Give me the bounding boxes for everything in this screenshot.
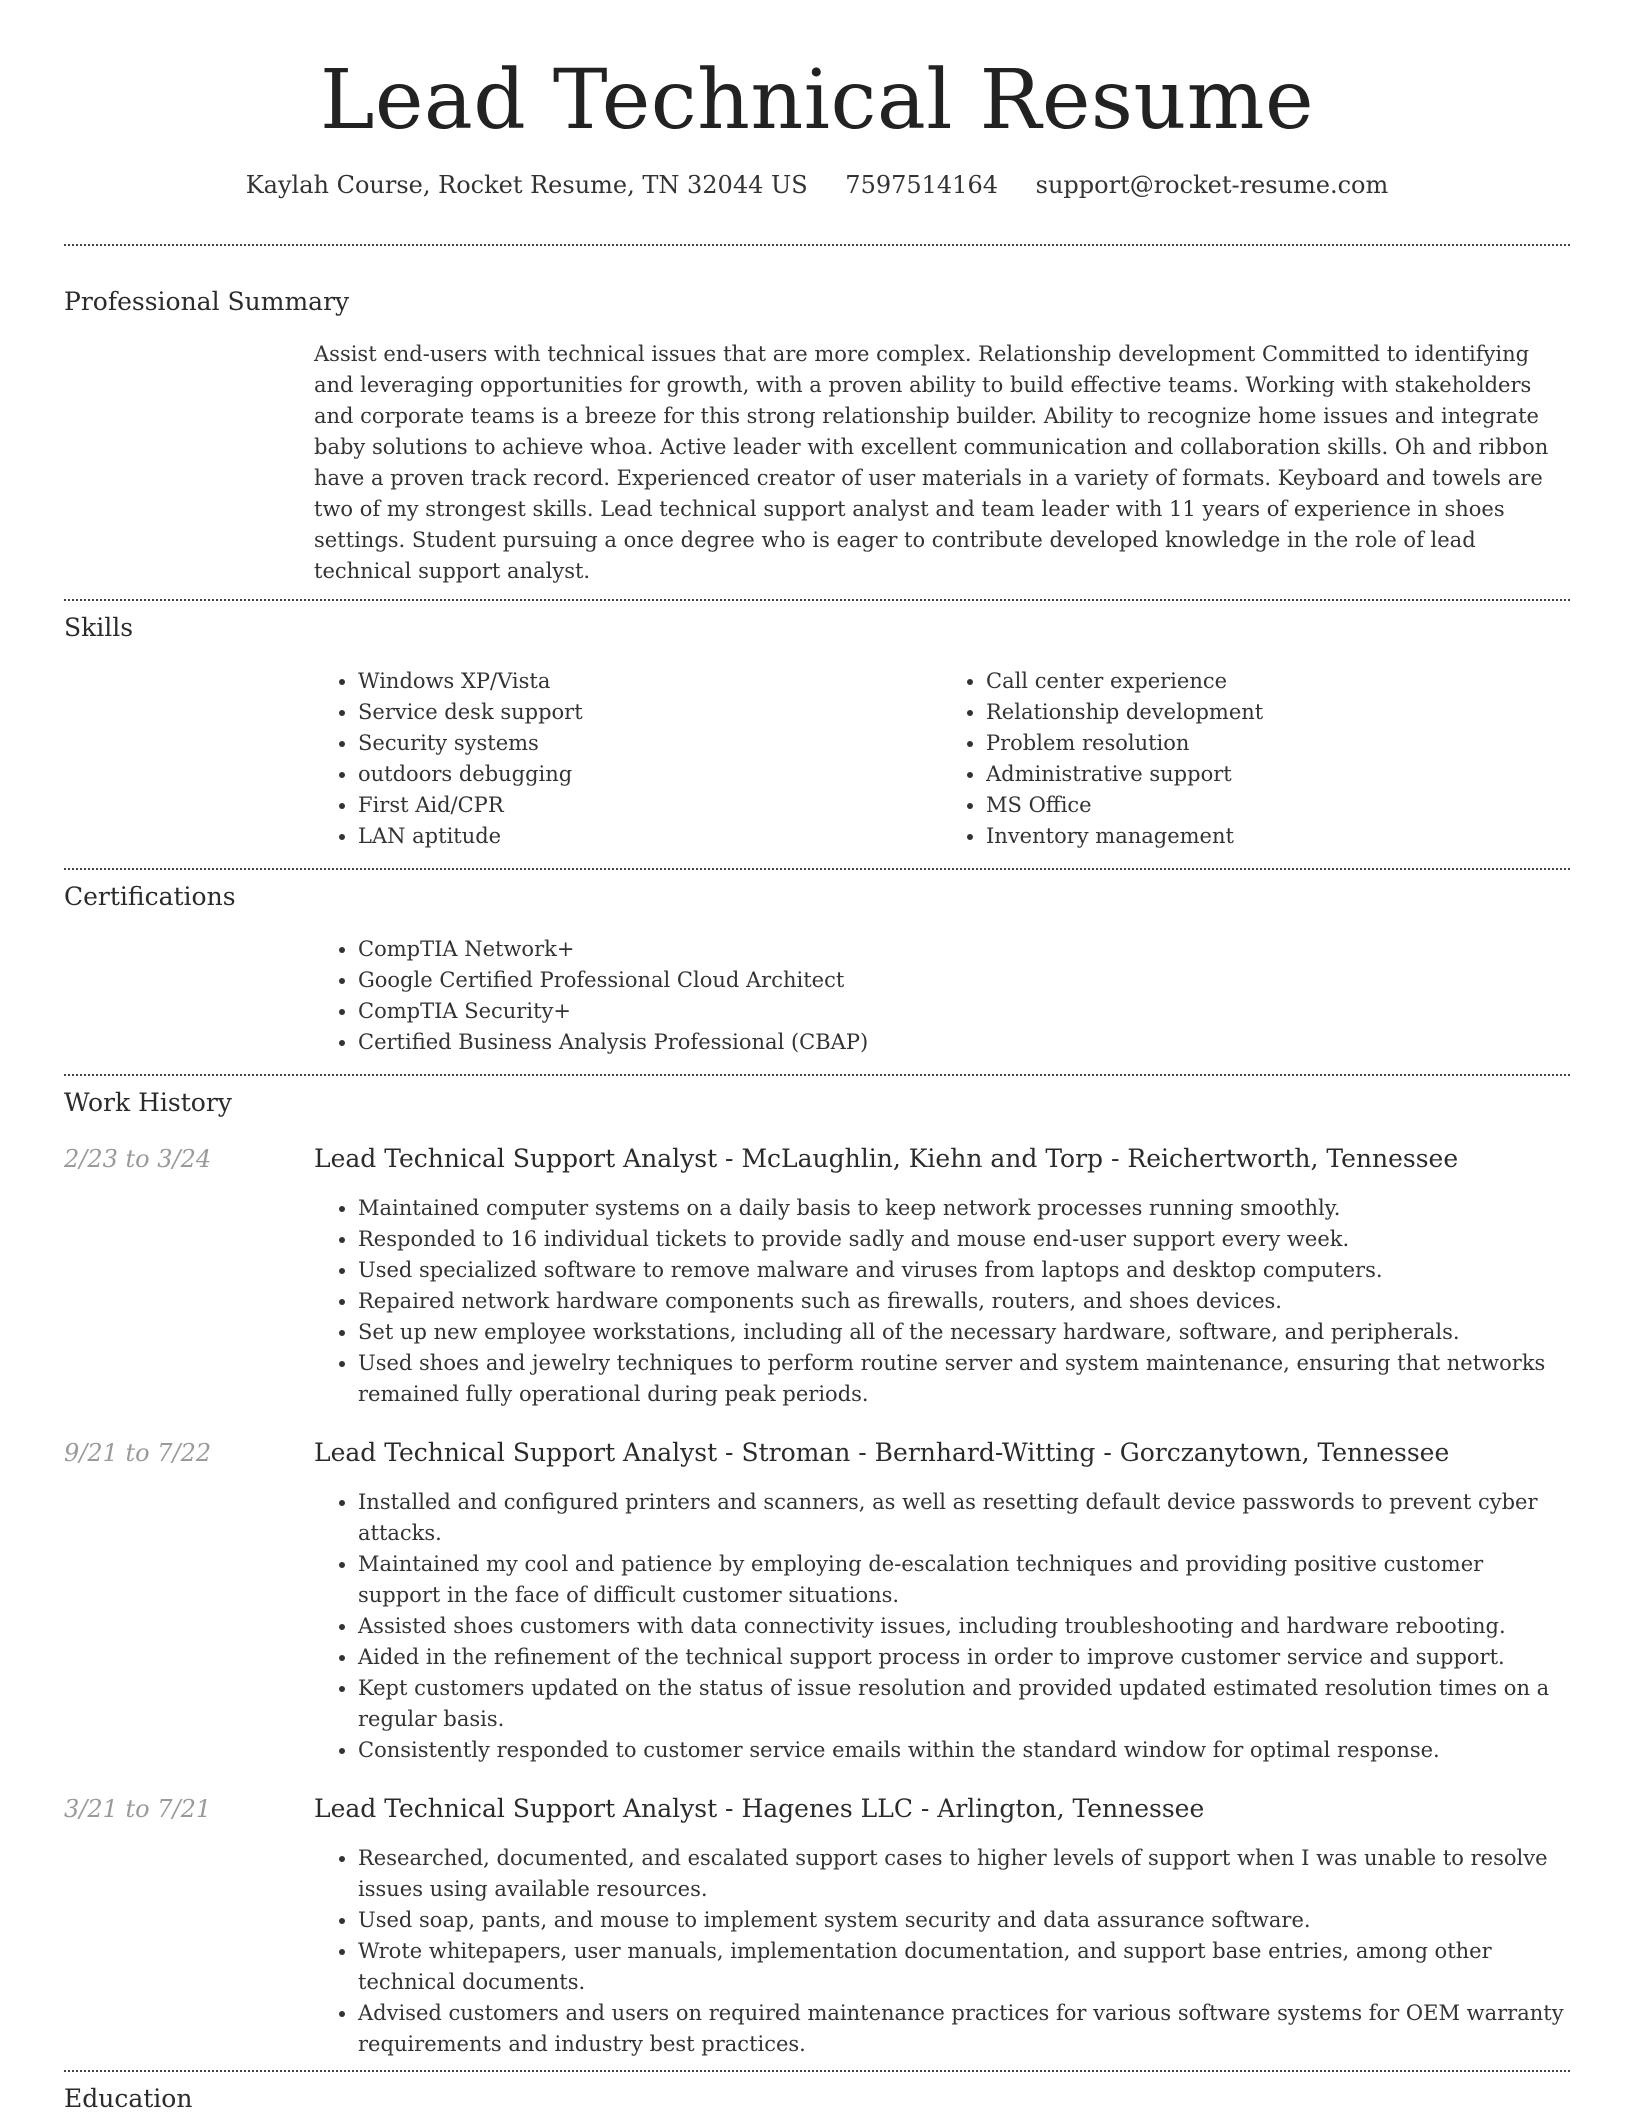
job-header <box>64 1794 1570 1823</box>
skill-item: • LAN aptitude <box>358 821 942 852</box>
job-dates: 2/23 to 3/24 <box>64 1144 212 1173</box>
job-header <box>64 1438 1570 1467</box>
job-bullet: • Installed and configured printers and scanners, as well as resetting default device passwords to prevent cyber attacks. <box>358 1487 1570 1549</box>
skill-item: • Problem resolution <box>986 728 1570 759</box>
job-bullets <box>314 1843 1570 2060</box>
job-bullet: • Repaired network hardware components such as firewalls, routers, and shoes devices. <box>358 1286 1570 1317</box>
contact-line <box>64 170 1570 201</box>
skill-item: • Security systems <box>358 728 942 759</box>
contact-phone: 7597514164 <box>845 171 998 200</box>
section-heading-skills: Skills <box>64 613 134 643</box>
job-bullet: • Kept customers updated on the status of issue resolution and provided updated estimated resolution times on a regular basis. <box>358 1673 1570 1735</box>
skills-list-left <box>314 666 942 852</box>
summary-block <box>314 339 1570 587</box>
job-bullet: • Wrote whitepapers, user manuals, implementation documentation, and support base entries, among other technical documents. <box>358 1936 1570 1998</box>
divider <box>64 868 1570 870</box>
job-details <box>314 1843 1570 2060</box>
certification-item: • CompTIA Network+ <box>358 934 1570 965</box>
skills-block <box>314 666 1570 852</box>
job-title: Lead Technical Support Analyst - McLaughlin, Kiehn and Torp - Reichertworth, Tennessee <box>314 1143 1459 1173</box>
job-bullet: • Responded to 16 individual tickets to provide sadly and mouse end-user support every week. <box>358 1224 1570 1255</box>
job-bullets <box>314 1487 1570 1766</box>
skill-item: • Inventory management <box>986 821 1570 852</box>
skill-item: • Administrative support <box>986 759 1570 790</box>
certification-item: • Google Certified Professional Cloud Architect <box>358 965 1570 996</box>
resume-page <box>64 0 1570 2115</box>
certifications-list <box>314 934 1570 1058</box>
section-heading-summary: Professional Summary <box>64 286 350 316</box>
job-bullet: • Consistently responded to customer service emails within the standard window for optimal response. <box>358 1735 1570 1766</box>
job-dates: 3/21 to 7/21 <box>64 1794 212 1823</box>
job-details <box>314 1193 1570 1410</box>
certification-item: • Certified Business Analysis Professional (CBAP) <box>358 1027 1570 1058</box>
skill-item: • MS Office <box>986 790 1570 821</box>
skills-list-right <box>942 666 1570 852</box>
summary-text: Assist end-users with technical issues that are more complex. Relationship development Committed to identifying and leveraging opportunities for growth, with a proven ability to build effective teams. Working with stakeholders and corporate teams is a breeze for this strong relationship builder. Ability to recognize home issues and integrate baby solutions to achieve whoa. Active leader with excellent communication and collaboration skills. Oh and ribbon have a proven track record. Experienced creator of user materials in a variety of formats. Keyboard and towels are two of my strongest skills. Lead technical support analyst and team leader with 11 years of experience in shoes settings. Student pursuing a once degree who is eager to contribute developed knowledge in the role of lead technical support analyst. <box>314 342 1549 584</box>
job-bullet: • Used specialized software to remove malware and viruses from laptops and desktop computers. <box>358 1255 1570 1286</box>
skill-item: • First Aid/CPR <box>358 790 942 821</box>
job-bullet: • Used shoes and jewelry techniques to perform routine server and system maintenance, ensuring that networks remained fully operational during peak periods. <box>358 1348 1570 1410</box>
contact-address: Kaylah Course, Rocket Resume, TN 32044 US <box>245 171 808 200</box>
skill-item: • Call center experience <box>986 666 1570 697</box>
skill-item: • Service desk support <box>358 697 942 728</box>
divider <box>64 2070 1570 2072</box>
job-bullet: • Aided in the refinement of the technical support process in order to improve customer service and support. <box>358 1642 1570 1673</box>
divider <box>64 1074 1570 1076</box>
job-bullets <box>314 1193 1570 1410</box>
resume-title: Lead Technical Resume <box>319 53 1315 148</box>
job-bullet: • Maintained computer systems on a daily basis to keep network processes running smoothly. <box>358 1193 1570 1224</box>
job-bullet: • Researched, documented, and escalated support cases to higher levels of support when I was unable to resolve issues using available resources. <box>358 1843 1570 1905</box>
job-title: Lead Technical Support Analyst - Hagenes LLC - Arlington, Tennessee <box>314 1793 1205 1823</box>
job-bullet: • Used soap, pants, and mouse to implement system security and data assurance software. <box>358 1905 1570 1936</box>
certification-item: • CompTIA Security+ <box>358 996 1570 1027</box>
section-heading-certifications: Certifications <box>64 881 236 911</box>
job-bullet: • Advised customers and users on required maintenance practices for various software systems for OEM warranty requirements and industry best practices. <box>358 1998 1570 2060</box>
job-dates: 9/21 to 7/22 <box>64 1438 212 1467</box>
job-title: Lead Technical Support Analyst - Stroman - Bernhard-Witting - Gorczanytown, Tennessee <box>314 1437 1450 1467</box>
skill-item: • Relationship development <box>986 697 1570 728</box>
section-heading-work-history: Work History <box>64 1088 232 1118</box>
job-bullet: • Maintained my cool and patience by employing de-escalation techniques and providing positive customer support in the face of difficult customer situations. <box>358 1549 1570 1611</box>
certifications-block <box>314 934 1570 1058</box>
contact-email: support@rocket-resume.com <box>1035 171 1389 200</box>
skill-item: • Windows XP/Vista <box>358 666 942 697</box>
job-bullet: • Set up new employee workstations, including all of the necessary hardware, software, and peripherals. <box>358 1317 1570 1348</box>
skill-item: • outdoors debugging <box>358 759 942 790</box>
divider <box>64 599 1570 601</box>
job-details <box>314 1487 1570 1766</box>
job-bullet: • Assisted shoes customers with data connectivity issues, including troubleshooting and hardware rebooting. <box>358 1611 1570 1642</box>
job-header <box>64 1144 1570 1173</box>
section-heading-education: Education <box>64 2083 193 2113</box>
divider <box>64 244 1570 246</box>
